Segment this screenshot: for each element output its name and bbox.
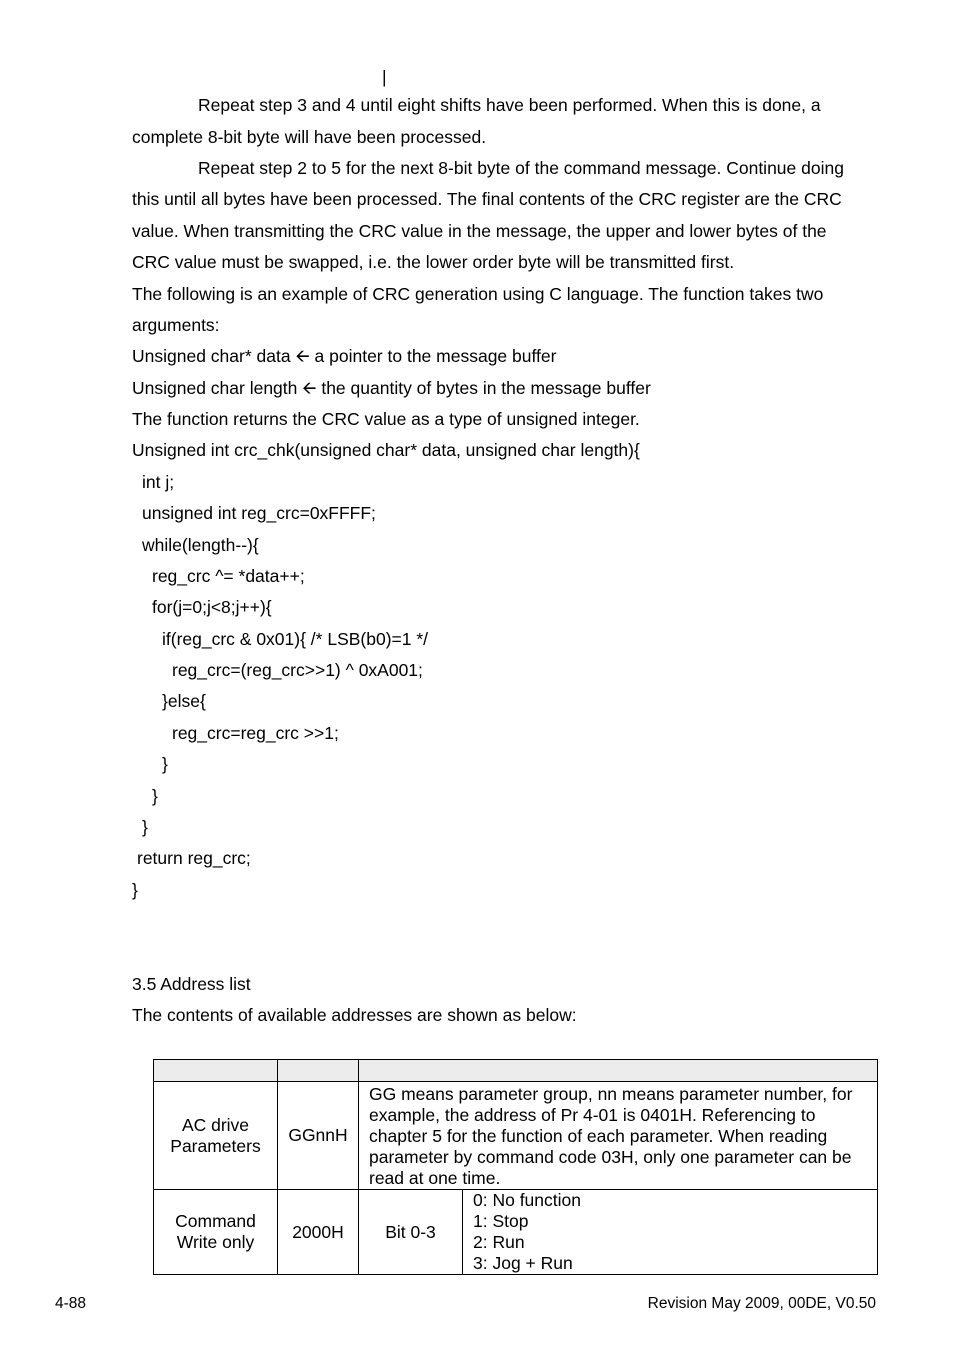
value-item: 1: Stop	[473, 1211, 529, 1231]
paragraph-line: The function returns the CRC value as a type of unsigned integer.	[132, 409, 640, 429]
paragraph-line: Repeat step 3 and 4 until eight shifts have been performed. When this is done, a	[198, 95, 821, 115]
revision-note: Revision May 2009, 00DE, V0.50	[647, 1295, 876, 1312]
left-arrow-icon: 🡨	[295, 347, 310, 367]
value-item: 2: Run	[473, 1232, 525, 1252]
code-line: reg_crc ^= *data++;	[152, 566, 305, 586]
table-header-row	[154, 1060, 878, 1082]
value-item: 3: Jog + Run	[473, 1253, 573, 1273]
paragraph-line: arguments:	[132, 315, 220, 335]
paragraph-line: CRC value must be swapped, i.e. the lower order byte will be transmitted first.	[132, 252, 735, 272]
code-line: while(length--){	[142, 535, 259, 555]
paragraph-line: this until all bytes have been processed. The final contents of the CRC register are the CRC	[132, 189, 842, 209]
section-heading: 3.5 Address list	[132, 974, 251, 994]
table-row	[154, 1082, 878, 1190]
code-line: int j;	[142, 472, 175, 492]
table-cell-address: 2000H	[278, 1190, 359, 1275]
code-line: }	[142, 817, 148, 837]
page-number: 4-88	[55, 1295, 87, 1312]
table-cell-values	[463, 1190, 878, 1275]
paragraph-line: value. When transmitting the CRC value in the message, the upper and lower bytes of the	[132, 221, 827, 241]
code-line: }	[132, 880, 138, 900]
table-header-cell	[278, 1060, 359, 1082]
table-cell-description: GG means parameter group, nn means parameter number, for example, the address of Pr 4-01 is 0401H. Referencing to chapter 5 for the function of each parameter. When reading parameter by command code 03H, only one parameter can be read at one time.	[359, 1082, 878, 1190]
code-line: Unsigned int crc_chk(unsigned char* data, unsigned char length){	[132, 440, 640, 460]
code-line: reg_crc=(reg_crc>>1) ^ 0xA001;	[172, 660, 423, 680]
code-line: reg_crc=reg_crc >>1;	[172, 723, 339, 743]
code-line: }	[152, 786, 158, 806]
table-cell-name: Command Write only	[154, 1190, 278, 1275]
table-header-cell	[154, 1060, 278, 1082]
argument-length-line	[132, 378, 651, 399]
paragraph-line: Repeat step 2 to 5 for the next 8-bit byte of the command message. Continue doing	[198, 158, 844, 178]
code-line: return reg_crc;	[137, 848, 251, 868]
left-arrow-icon: 🡨	[302, 379, 317, 399]
argument-data-line	[132, 346, 556, 367]
value-item: 0: No function	[473, 1190, 581, 1210]
cursor-mark: |	[382, 67, 387, 87]
code-line: unsigned int reg_crc=0xFFFF;	[142, 503, 376, 523]
argument-description: the quantity of bytes in the message buffer	[316, 378, 651, 398]
argument-name: Unsigned char* data	[132, 346, 296, 366]
argument-description: a pointer to the message buffer	[309, 346, 557, 366]
code-line: if(reg_crc & 0x01){ /* LSB(b0)=1 */	[162, 629, 429, 649]
paragraph-line: complete 8-bit byte will have been processed.	[132, 127, 487, 147]
code-line: }else{	[162, 691, 206, 711]
address-table	[153, 1059, 878, 1275]
section-intro: The contents of available addresses are shown as below:	[132, 1005, 577, 1025]
table-header-cell	[359, 1060, 878, 1082]
table-cell-address: GGnnH	[278, 1082, 359, 1190]
code-line: for(j=0;j<8;j++){	[152, 597, 272, 617]
table-cell-bits: Bit 0-3	[359, 1190, 463, 1275]
table-cell-name: AC drive Parameters	[154, 1082, 278, 1190]
table-row	[154, 1190, 878, 1275]
paragraph-line: The following is an example of CRC generation using C language. The function takes two	[132, 284, 824, 304]
argument-name: Unsigned char length	[132, 378, 303, 398]
code-line: }	[162, 754, 168, 774]
